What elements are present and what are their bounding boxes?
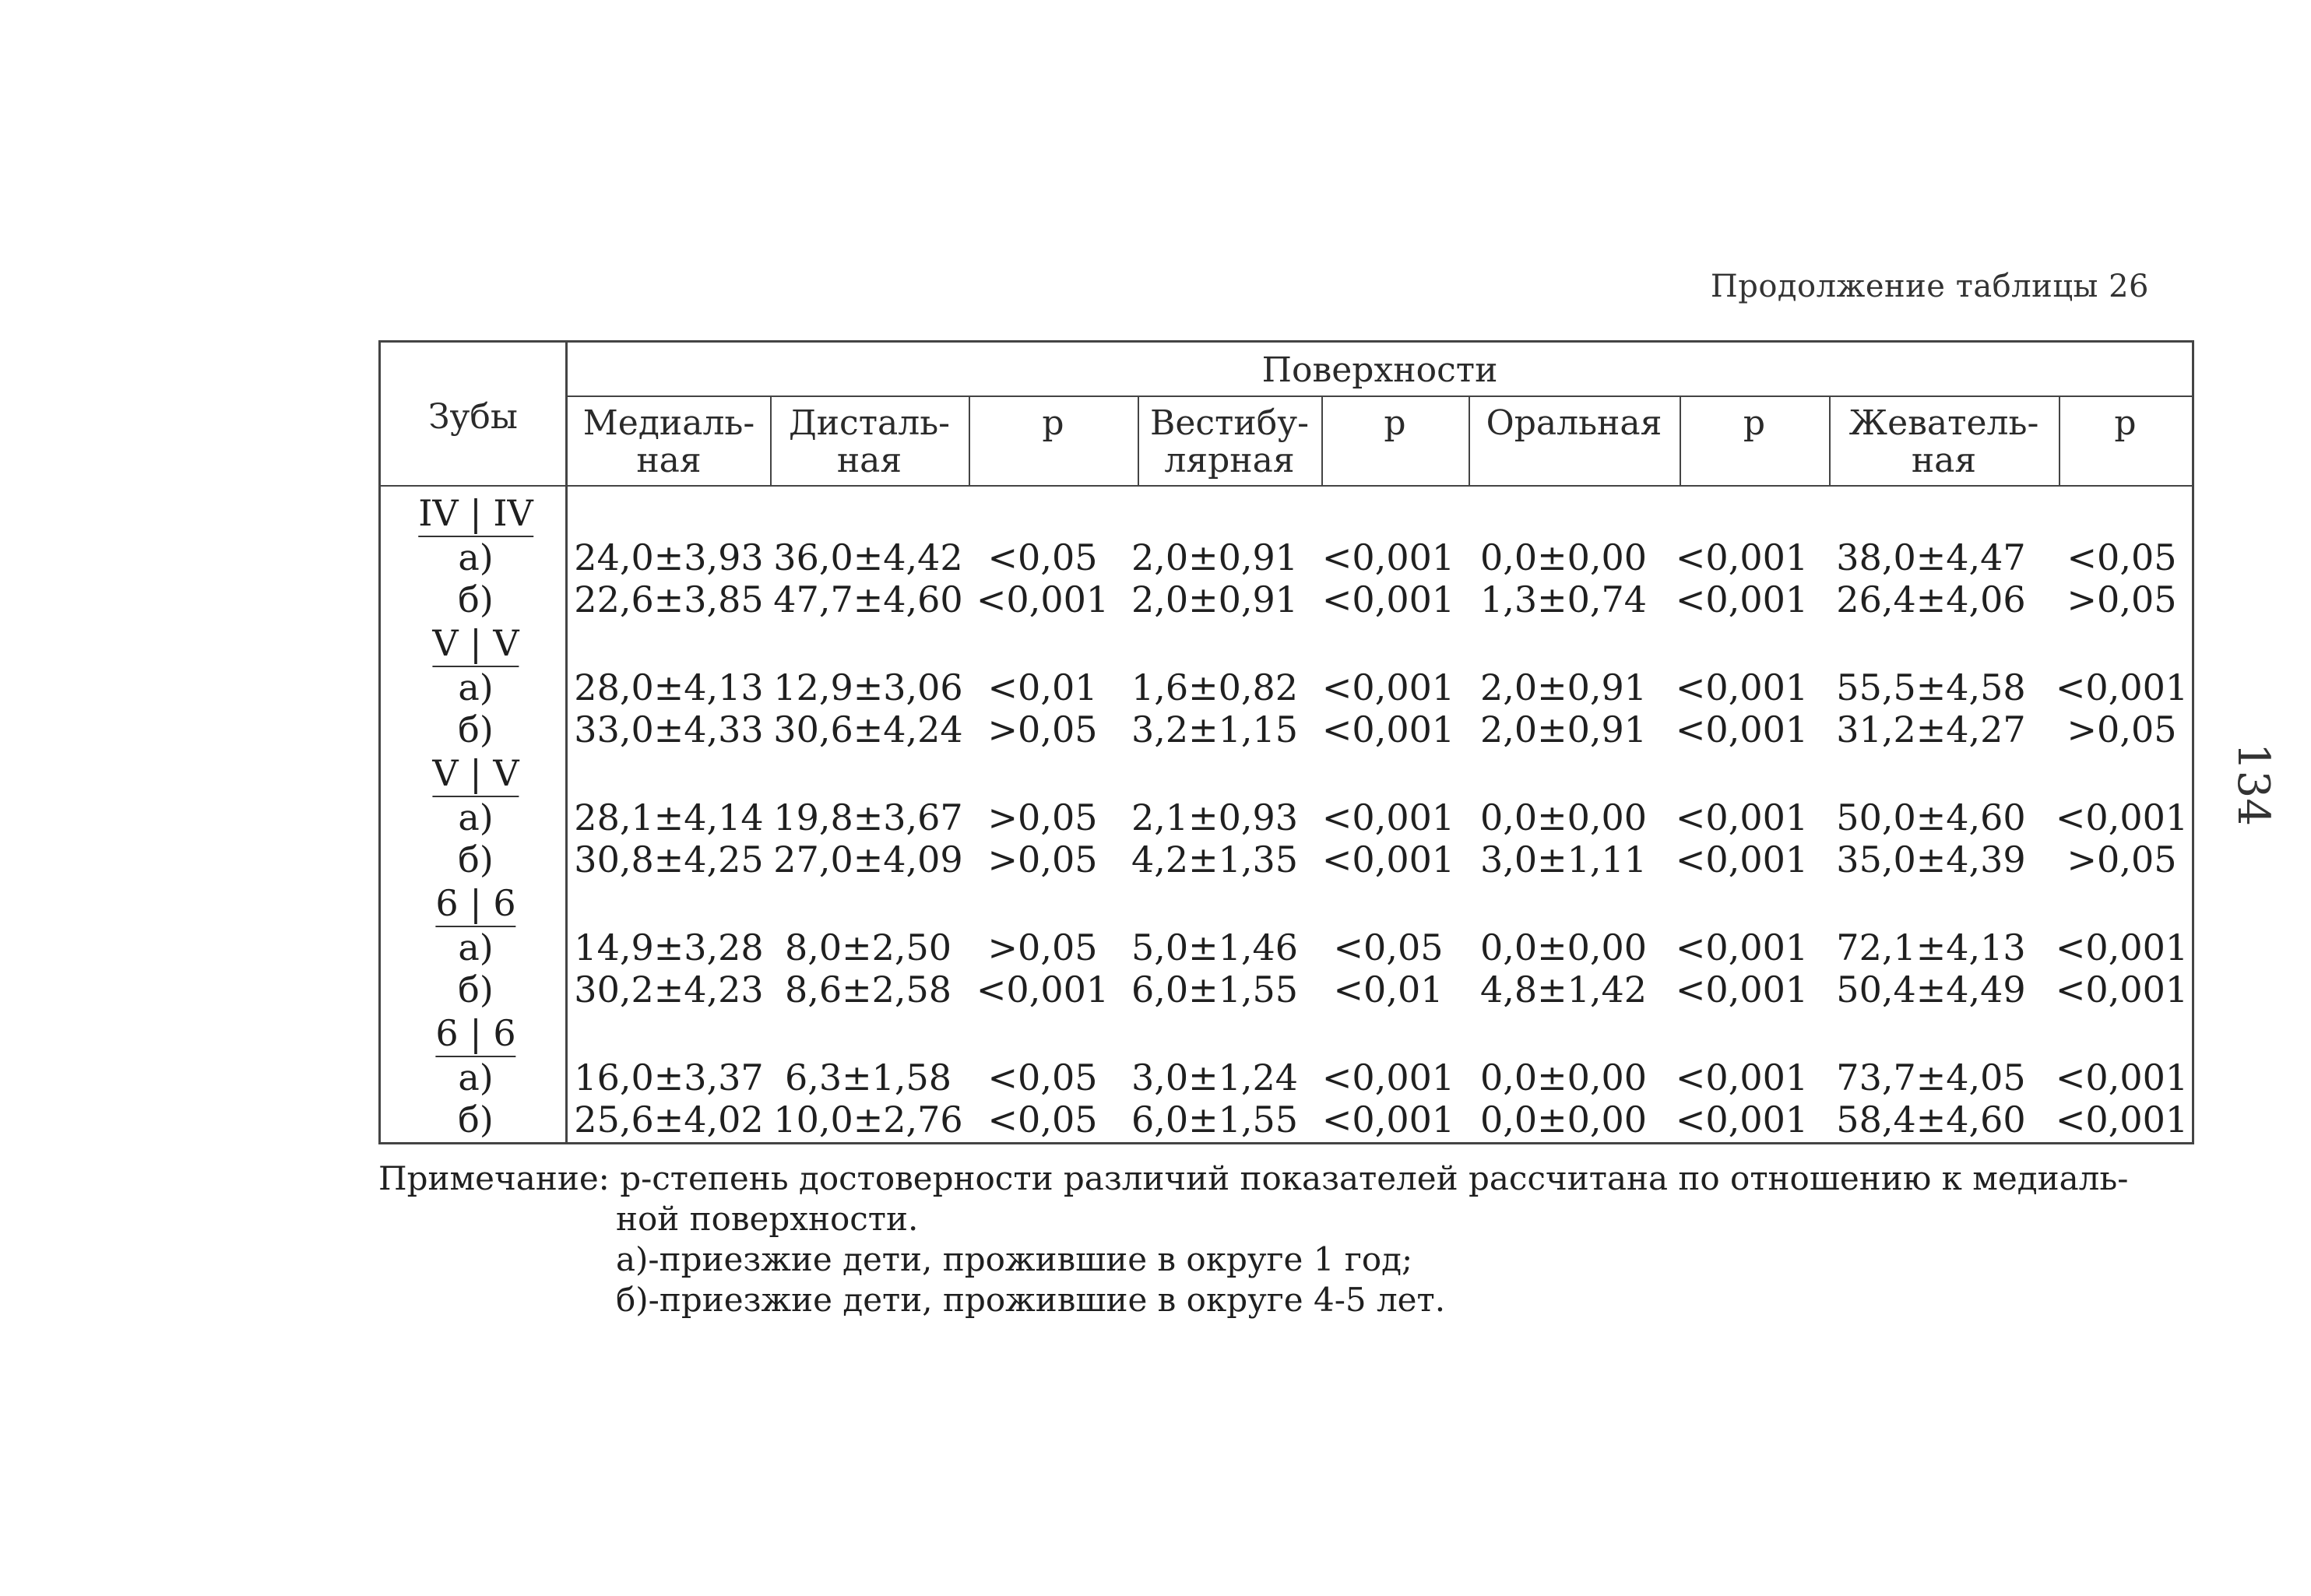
table-cell: <0,001 <box>1321 838 1455 881</box>
column-header-line2: лярная <box>1164 441 1295 480</box>
table-cell: <0,001 <box>1321 536 1455 578</box>
column-header-line1: p <box>1743 403 1766 443</box>
table-cell: <0,05 <box>987 1056 1098 1099</box>
table-cell: <0,001 <box>976 968 1110 1011</box>
table-cell: 8,6±2,58 <box>784 968 952 1011</box>
table-cell: 4,8±1,42 <box>1479 968 1648 1011</box>
table-cell: >0,05 <box>987 926 1098 968</box>
row-label: а) <box>458 666 494 708</box>
table-cell: 19,8±3,67 <box>773 796 963 838</box>
table-cell: <0,001 <box>1321 1056 1455 1099</box>
column-header-line1: Вестибу- <box>1150 403 1309 443</box>
table-cell: <0,01 <box>987 666 1098 708</box>
column-header <box>1680 405 1829 442</box>
table-cell: 38,0±4,47 <box>1836 536 2026 578</box>
table-cell: 33,0±4,33 <box>574 708 764 751</box>
row-label: б) <box>458 968 494 1011</box>
column-header-line2: ная <box>636 441 702 480</box>
table-cell: >0,05 <box>987 838 1098 881</box>
table-cell: <0,001 <box>2055 1056 2189 1099</box>
table-cell: 16,0±3,37 <box>574 1056 764 1099</box>
table-cell: <0,001 <box>1321 1099 1455 1141</box>
table-cell: 6,0±1,55 <box>1131 1099 1299 1141</box>
table-cell: <0,001 <box>1675 578 1809 620</box>
table-cell: 35,0±4,39 <box>1836 838 2026 881</box>
row-label: б) <box>458 578 494 620</box>
table-cell: <0,001 <box>1675 968 1809 1011</box>
table-cell: 0,0±0,00 <box>1479 1056 1648 1099</box>
table-cell: <0,05 <box>987 1099 1098 1141</box>
note-line-2: ной поверхности. <box>616 1200 919 1238</box>
table-cell: 6,0±1,55 <box>1131 968 1299 1011</box>
note-line-3: а)-приезжие дети, прожившие в округе 1 год; <box>616 1240 1413 1278</box>
table-note <box>378 1158 2169 1320</box>
row-label: б) <box>458 1099 494 1141</box>
table-cell: <0,001 <box>1675 838 1809 881</box>
table-cell: <0,001 <box>1675 926 1809 968</box>
table-cell: <0,05 <box>1333 926 1444 968</box>
column-header <box>770 405 969 480</box>
table-cell: <0,001 <box>1321 796 1455 838</box>
table-cell: <0,001 <box>1675 1056 1809 1099</box>
column-header <box>568 405 770 480</box>
column-header-line1: p <box>2114 403 2137 443</box>
row-label: б) <box>458 838 494 881</box>
column-header-line1: p <box>1384 403 1406 443</box>
column-header-line1: Дисталь- <box>788 403 951 443</box>
tooth-group-text: IV | IV <box>418 492 533 534</box>
row-label: а) <box>458 536 494 578</box>
table-cell: 28,1±4,14 <box>574 796 764 838</box>
table-cell: 25,6±4,02 <box>574 1099 764 1141</box>
table-cell: 0,0±0,00 <box>1479 1099 1648 1141</box>
table-cell: 4,2±1,35 <box>1131 838 1299 881</box>
row-label: б) <box>458 708 494 751</box>
table-cell: <0,01 <box>1333 968 1444 1011</box>
table-cell: <0,05 <box>2067 536 2177 578</box>
tooth-group-text: V | V <box>432 752 519 794</box>
column-header-line2: ная <box>836 441 902 480</box>
tooth-group-text: 6 | 6 <box>435 882 516 924</box>
table-cell: 28,0±4,13 <box>574 666 764 708</box>
table-cell: 0,0±0,00 <box>1479 536 1648 578</box>
table-cell: >0,05 <box>987 708 1098 751</box>
table-cell: <0,001 <box>2055 1099 2189 1141</box>
note-line-4: б)-приезжие дети, прожившие в округе 4-5 лет. <box>616 1281 1446 1319</box>
row-label: а) <box>458 926 494 968</box>
header-bottom-divider <box>381 485 2192 487</box>
table-cell: <0,001 <box>1321 578 1455 620</box>
table-cell: 2,1±0,93 <box>1131 796 1299 838</box>
table-cell: 30,6±4,24 <box>773 708 963 751</box>
tooth-group-text: V | V <box>432 622 519 664</box>
table-cell: 3,0±1,24 <box>1131 1056 1299 1099</box>
table-cell: 30,2±4,23 <box>574 968 764 1011</box>
table-cell: 58,4±4,60 <box>1836 1099 2026 1141</box>
teeth-header: Зубы <box>428 397 518 437</box>
table-cell: 14,9±3,28 <box>574 926 764 968</box>
table-cell: 31,2±4,27 <box>1836 708 2026 751</box>
table-cell: <0,001 <box>1321 666 1455 708</box>
column-header <box>2059 405 2192 442</box>
table-caption: Продолжение таблицы 26 <box>1710 269 2149 304</box>
table-cell: 2,0±0,91 <box>1479 708 1648 751</box>
table-cell: <0,001 <box>2055 968 2189 1011</box>
table-cell: <0,001 <box>976 578 1110 620</box>
row-label: а) <box>458 1056 494 1099</box>
note-line-1: р-степень достоверности различий показателей рассчитана по отношению к медиаль- <box>620 1159 2129 1197</box>
table-cell: <0,001 <box>2055 926 2189 968</box>
column-header-line1: p <box>1042 403 1064 443</box>
table-cell: >0,05 <box>2067 838 2177 881</box>
column-header <box>1829 405 2059 480</box>
table-cell: 3,2±1,15 <box>1131 708 1299 751</box>
table-cell: >0,05 <box>2067 708 2177 751</box>
table-cell: 12,9±3,06 <box>773 666 963 708</box>
table-cell: 50,4±4,49 <box>1836 968 2026 1011</box>
table-cell: 36,0±4,42 <box>773 536 963 578</box>
column-header <box>1138 405 1321 480</box>
column-header <box>1321 405 1469 442</box>
tooth-group-label <box>435 882 515 927</box>
table-cell: <0,001 <box>1675 1099 1809 1141</box>
column-header <box>1469 405 1680 442</box>
table-cell: 72,1±4,13 <box>1836 926 2026 968</box>
table-cell: <0,001 <box>2055 796 2189 838</box>
tooth-group-text: 6 | 6 <box>435 1012 516 1054</box>
table-cell: 5,0±1,46 <box>1131 926 1299 968</box>
table-cell: <0,001 <box>1675 796 1809 838</box>
tooth-group-label <box>432 752 519 797</box>
table-cell: >0,05 <box>987 796 1098 838</box>
table-cell: 6,3±1,58 <box>784 1056 952 1099</box>
page-number: 134 <box>2227 743 2278 826</box>
table-cell: 0,0±0,00 <box>1479 796 1648 838</box>
table-cell: 26,4±4,06 <box>1836 578 2026 620</box>
table-cell: 10,0±2,76 <box>773 1099 963 1141</box>
column-header-line1: Медиаль- <box>582 403 755 443</box>
row-label: а) <box>458 796 494 838</box>
table-cell: 30,8±4,25 <box>574 838 764 881</box>
table-cell: 1,3±0,74 <box>1479 578 1648 620</box>
note-label: Примечание: <box>378 1159 610 1197</box>
table-cell: 1,6±0,82 <box>1131 666 1299 708</box>
table-cell: 47,7±4,60 <box>773 578 963 620</box>
table-cell: <0,05 <box>987 536 1098 578</box>
tooth-group-label <box>435 1012 515 1057</box>
column-header-line1: Оральная <box>1486 403 1662 443</box>
group-header-divider <box>568 395 2192 397</box>
tooth-group-label <box>432 622 519 667</box>
column-header-line1: Жеватель- <box>1848 403 2039 443</box>
surfaces-header: Поверхности <box>1261 350 1498 390</box>
table-cell: 2,0±0,91 <box>1131 536 1299 578</box>
tooth-group-label <box>418 492 533 537</box>
table-cell: <0,001 <box>1321 708 1455 751</box>
table-cell: <0,001 <box>1675 666 1809 708</box>
table-cell: 22,6±3,85 <box>574 578 764 620</box>
table-cell: <0,001 <box>2055 666 2189 708</box>
table-cell: 2,0±0,91 <box>1131 578 1299 620</box>
table-cell: >0,05 <box>2067 578 2177 620</box>
table-cell: <0,001 <box>1675 536 1809 578</box>
data-table <box>378 340 2194 1144</box>
table-cell: 27,0±4,09 <box>773 838 963 881</box>
table-cell: 24,0±3,93 <box>574 536 764 578</box>
table-cell: 2,0±0,91 <box>1479 666 1648 708</box>
table-cell: 8,0±2,50 <box>784 926 952 968</box>
table-cell: <0,001 <box>1675 708 1809 751</box>
table-cell: 50,0±4,60 <box>1836 796 2026 838</box>
table-cell: 73,7±4,05 <box>1836 1056 2026 1099</box>
table-cell: 0,0±0,00 <box>1479 926 1648 968</box>
table-cell: 3,0±1,11 <box>1479 838 1648 881</box>
column-header <box>969 405 1138 442</box>
column-header-line2: ная <box>1911 441 1977 480</box>
table-cell: 55,5±4,58 <box>1836 666 2026 708</box>
